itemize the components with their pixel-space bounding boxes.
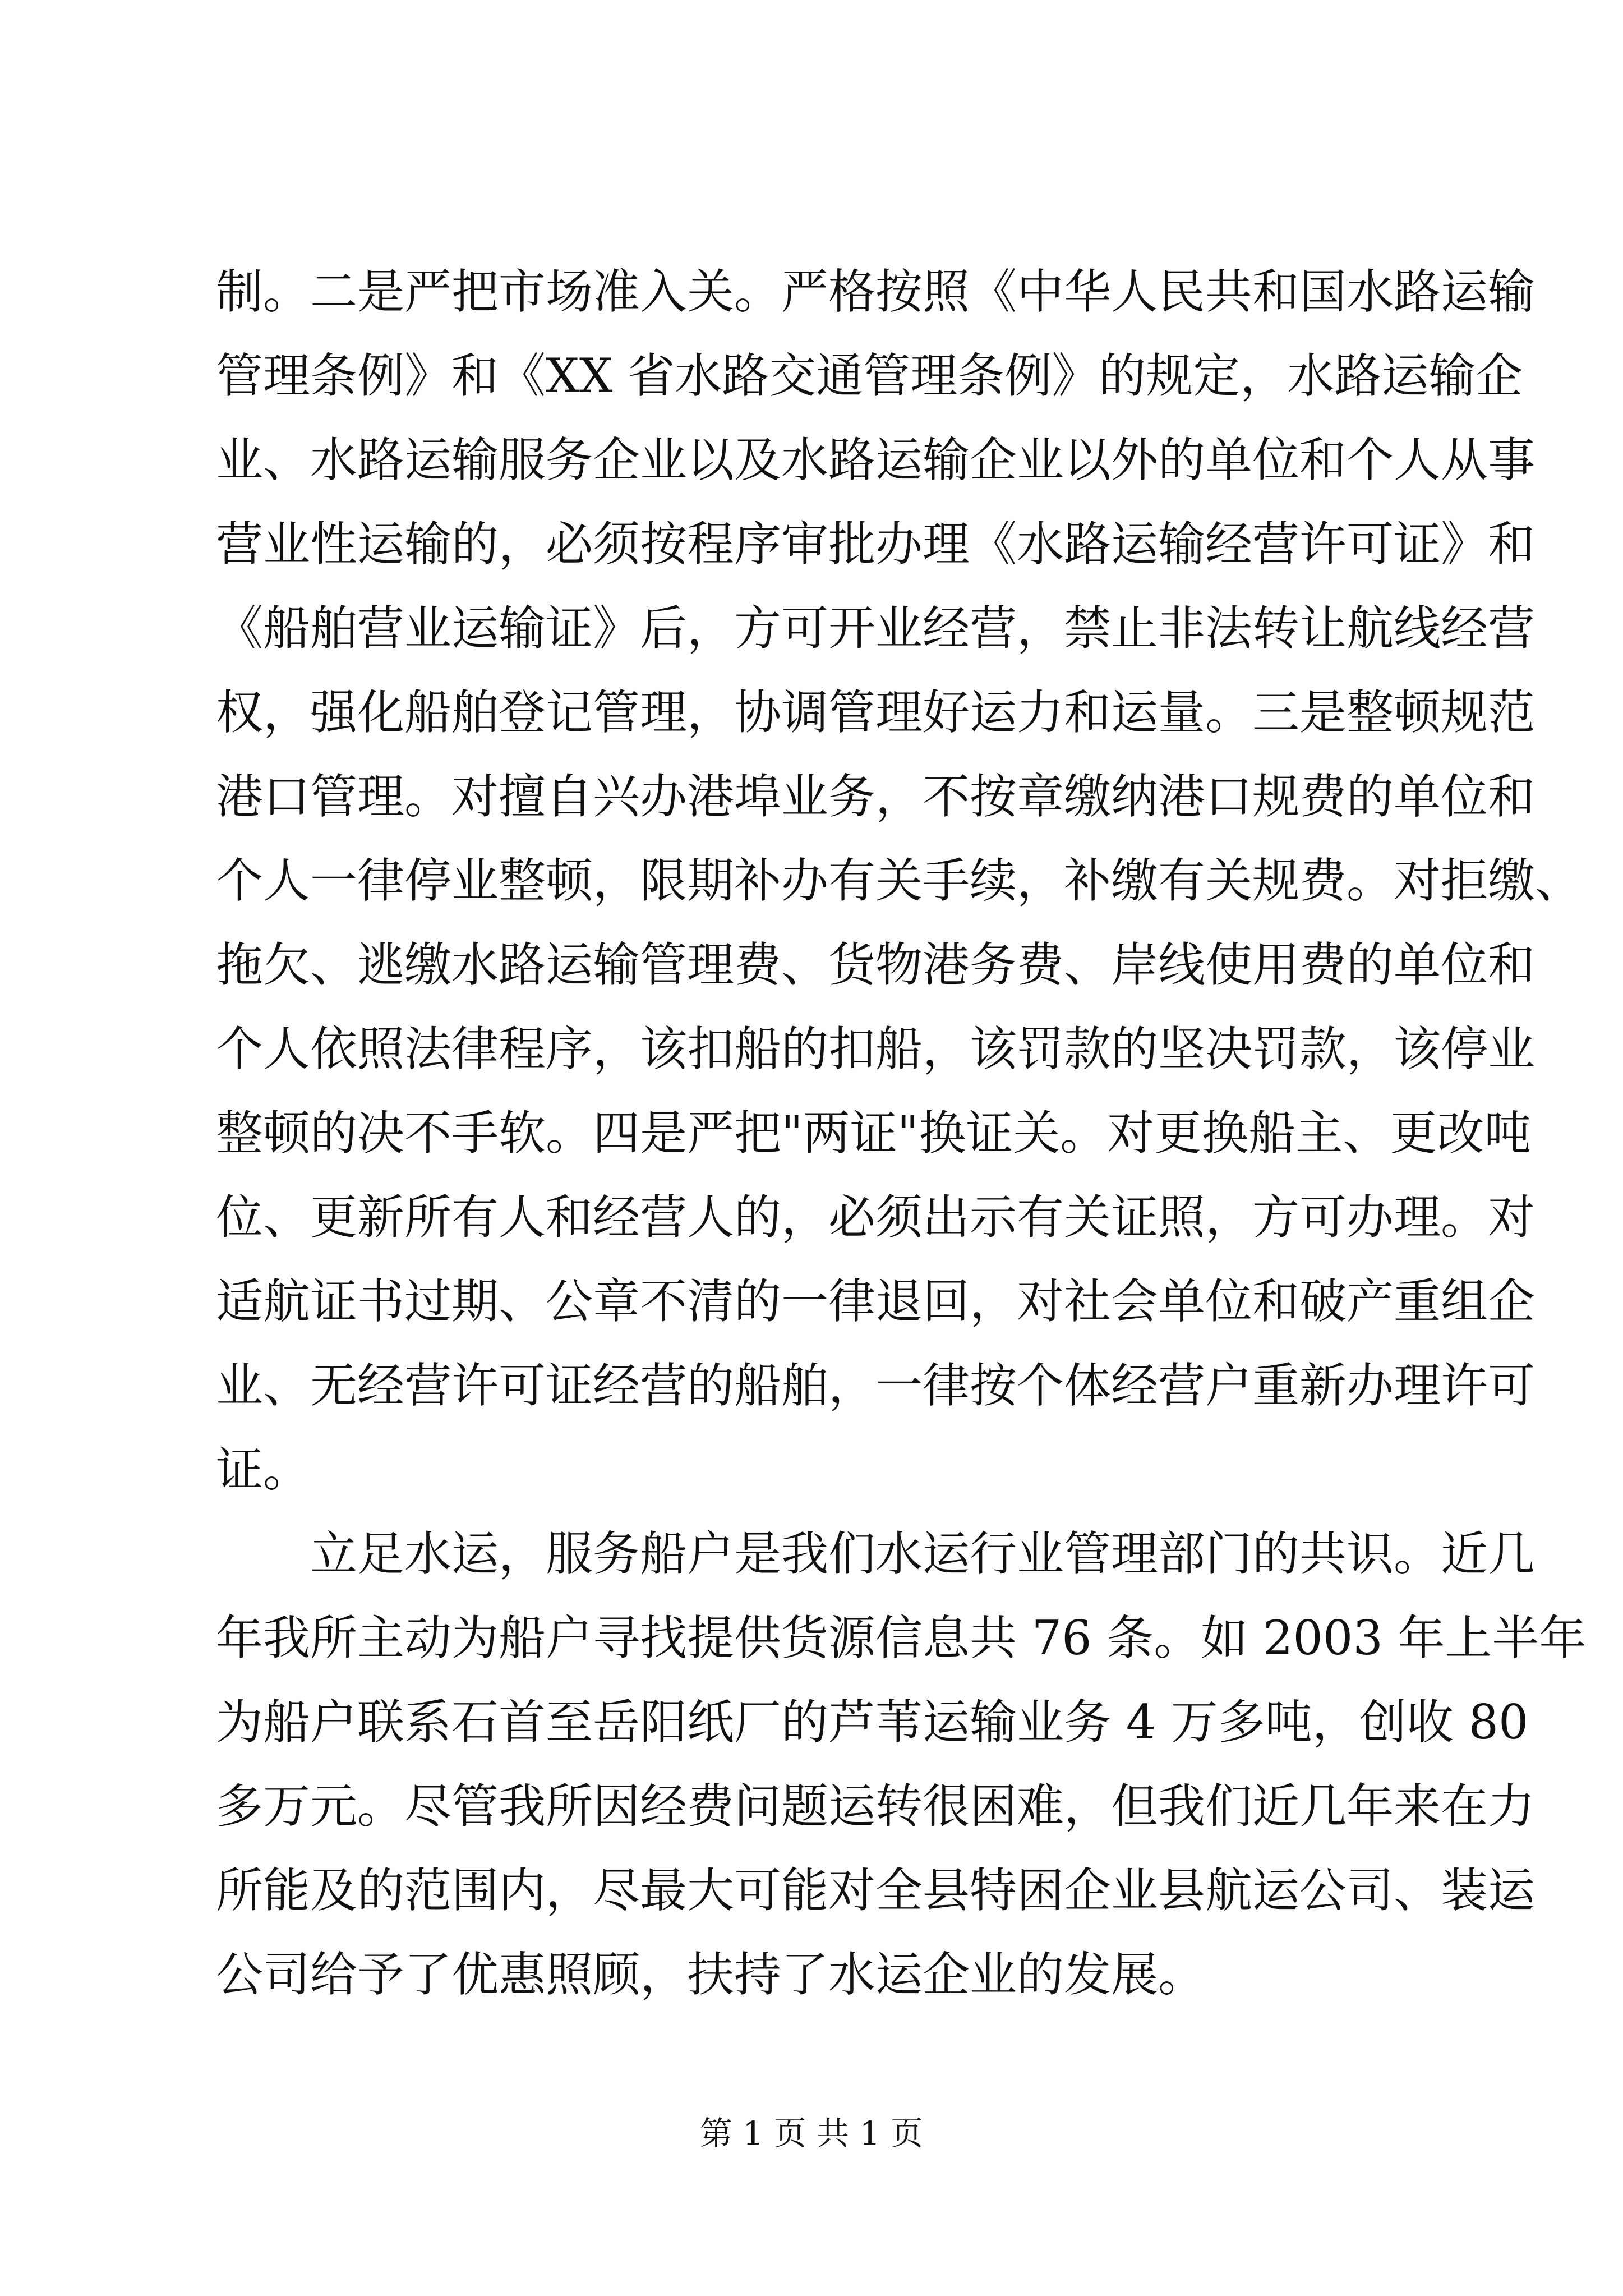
paragraph-1 bbox=[216, 250, 1583, 1512]
text-line: 管理条例》和《XX 省水路交通管理条例》的规定，水路运输企 bbox=[216, 348, 1523, 403]
text-line: 立足水运，服务船户是我们水运行业管理部门的共识。近几 bbox=[310, 1526, 1536, 1581]
page-number-label: 第 1 页 共 1 页 bbox=[700, 2114, 923, 2152]
text-line: 业、水路运输服务企业以及水路运输企业以外的单位和个人从事 bbox=[216, 432, 1536, 487]
text-line: 所能及的范围内，尽最大可能对全县特困企业县航运公司、装运 bbox=[216, 1863, 1536, 1918]
text-line: 权，强化船舶登记管理，协调管理好运力和运量。三是整顿规范 bbox=[216, 685, 1536, 740]
text-line: 公司给予了优惠照顾，扶持了水运企业的发展。 bbox=[216, 1947, 1206, 2002]
text-line: 《船舶营业运输证》后，方可开业经营，禁止非法转让航线经营 bbox=[216, 601, 1536, 656]
text-line: 个人一律停业整顿，限期补办有关手续，补缴有关规费。对拒缴、 bbox=[216, 853, 1583, 908]
text-line: 适航证书过期、公章不清的一律退回，对社会单位和破产重组企 bbox=[216, 1274, 1536, 1329]
text-line: 多万元。尽管我所因经费问题运转很困难，但我们近几年来在力 bbox=[216, 1779, 1536, 1834]
text-line: 为船户联系石首至岳阳纸厂的芦苇运输业务 4 万多吨，创收 80 bbox=[216, 1695, 1529, 1750]
text-line: 整顿的决不手软。四是严把"两证"换证关。对更换船主、更改吨 bbox=[216, 1106, 1532, 1161]
page-footer bbox=[0, 2114, 1623, 2153]
document-body bbox=[216, 250, 1587, 2017]
text-line: 证。 bbox=[216, 1442, 311, 1497]
text-line: 业、无经营许可证经营的船舶，一律按个体经营户重新办理许可 bbox=[216, 1358, 1536, 1413]
text-line: 年我所主动为船户寻找提供货源信息共 76 条。如 2003 年上半年 bbox=[216, 1611, 1587, 1665]
text-line: 制。二是严把市场准入关。严格按照《中华人民共和国水路运输 bbox=[216, 264, 1536, 319]
text-line: 港口管理。对擅自兴办港埠业务，不按章缴纳港口规费的单位和 bbox=[216, 769, 1536, 824]
text-line: 营业性运输的，必须按程序审批办理《水路运输经营许可证》和 bbox=[216, 517, 1536, 572]
text-line: 位、更新所有人和经营人的，必须出示有关证照，方可办理。对 bbox=[216, 1190, 1536, 1245]
paragraph-2 bbox=[216, 1512, 1587, 2017]
text-line: 拖欠、逃缴水路运输管理费、货物港务费、岸线使用费的单位和 bbox=[216, 937, 1536, 992]
text-line: 个人依照法律程序，该扣船的扣船，该罚款的坚决罚款，该停业 bbox=[216, 1022, 1536, 1076]
